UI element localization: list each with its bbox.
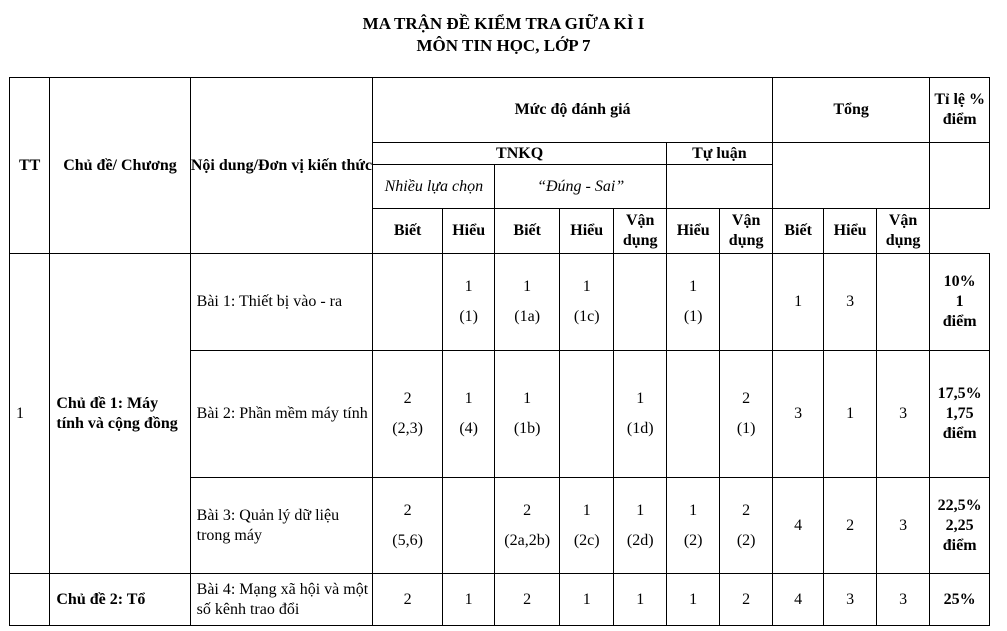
lesson-name: Bài 3: Quản lý dữ liệu trong máy [190,478,373,574]
cell-ds-van-dung: 1 (1d) [614,351,666,478]
header-nhieu-lua-chon: Nhiều lựa chọn [373,165,495,209]
total-hieu: 1 [824,351,876,478]
col-van-dung: Vận dụng [614,209,666,254]
col-hieu: Hiểu [442,209,494,254]
percent-cell: 10% 1 điểm [930,254,990,351]
col-biet: Biết [373,209,443,254]
header-muc-do: Mức độ đánh giá [373,78,773,143]
cell-ds-biet: 1 (1b) [495,351,560,478]
document-title: MA TRẬN ĐỀ KIỂM TRA GIỮA KÌ I [362,14,645,33]
cell-tl-van-dung: 2 [720,574,773,626]
cell-ds-hieu [559,351,613,478]
cell-ds-biet: 2 [495,574,560,626]
total-van-dung: 3 [876,478,930,574]
cell-nlc-biet: 2 (2,3) [373,351,443,478]
cell-ds-van-dung: 1 (2d) [614,478,666,574]
cell-tl-hieu: 1 (1) [666,254,719,351]
col-hieu: Hiểu [666,209,719,254]
cell-ds-hieu: 1 (2c) [559,478,613,574]
total-hieu: 3 [824,254,876,351]
header-ti-le-blank [930,143,990,209]
percent-cell: 25% [930,574,990,626]
cell-ds-hieu: 1 (1c) [559,254,613,351]
col-hieu: Hiểu [824,209,876,254]
cell-tl-van-dung: 2 (2) [720,478,773,574]
total-biet: 3 [772,351,823,478]
cell-ds-van-dung [614,254,666,351]
total-van-dung: 3 [876,574,930,626]
total-van-dung: 3 [876,351,930,478]
cell-nlc-hieu: 1 (4) [442,351,494,478]
cell-nlc-biet: 2 (5,6) [373,478,443,574]
cell-tl-van-dung [720,254,773,351]
header-tu-luan: Tự luận [666,143,772,165]
total-van-dung [876,254,930,351]
col-biet: Biết [495,209,560,254]
header-tnkq: TNKQ [373,143,667,165]
total-biet: 1 [772,254,823,351]
cell-tl-hieu [666,351,719,478]
topic-name: Chủ đề 1: Máy tính và cộng đồng [50,254,190,574]
cell-ds-biet: 2 (2a,2b) [495,478,560,574]
cell-tl-hieu: 1 [666,574,719,626]
cell-ds-biet: 1 (1a) [495,254,560,351]
header-ti-le: Tỉ lệ % điểm [930,78,990,143]
cell-ds-van-dung: 1 [614,574,666,626]
cell-tl-hieu: 1 (2) [666,478,719,574]
percent-cell: 22,5% 2,25 điểm [930,478,990,574]
total-biet: 4 [772,574,823,626]
lesson-name: Bài 1: Thiết bị vào - ra [190,254,373,351]
header-chu-de: Chủ đề/ Chương [50,78,190,254]
total-hieu: 2 [824,478,876,574]
topic-name: Chủ đề 2: Tổ [50,574,190,626]
header-tt: TT [10,78,50,254]
topic-number [10,574,50,626]
total-biet: 4 [772,478,823,574]
col-biet: Biết [772,209,823,254]
total-hieu: 3 [824,574,876,626]
assessment-matrix-table [9,77,990,626]
table-row [10,574,990,626]
header-tong: Tổng [772,78,929,143]
cell-nlc-biet: 2 [373,574,443,626]
header-tu-luan-blank [666,165,772,209]
topic-number: 1 [10,254,50,574]
table-row [10,254,990,351]
col-van-dung: Vận dụng [720,209,773,254]
col-hieu: Hiểu [559,209,613,254]
percent-cell: 17,5% 1,75 điểm [930,351,990,478]
cell-nlc-hieu: 1 [442,574,494,626]
header-noi-dung: Nội dung/Đơn vị kiến thức [190,78,373,254]
cell-tl-van-dung: 2 (1) [720,351,773,478]
header-dung-sai: “Đúng - Sai” [495,165,667,209]
cell-nlc-hieu: 1 (1) [442,254,494,351]
header-tong-blank [772,143,929,209]
col-van-dung: Vận dụng [876,209,930,254]
cell-nlc-hieu [442,478,494,574]
cell-nlc-biet [373,254,443,351]
lesson-name: Bài 4: Mạng xã hội và một số kênh trao đổi [190,574,373,626]
cell-ds-hieu: 1 [559,574,613,626]
lesson-name: Bài 2: Phần mềm máy tính [190,351,373,478]
document-subtitle: MÔN TIN HỌC, LỚP 7 [416,36,591,55]
